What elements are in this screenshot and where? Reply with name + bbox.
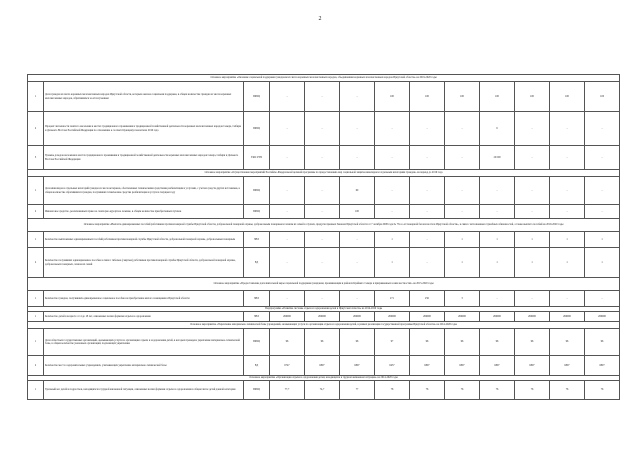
row-number: 1 bbox=[28, 312, 44, 322]
indicator-row bbox=[28, 146, 620, 170]
indicator-value: 250 bbox=[410, 291, 445, 307]
indicator-value: - bbox=[305, 291, 340, 307]
indicator-description: Уровень доходов населения в местах традиционного проживания и традиционной хозяйственной деятельности коренных малочисленных народов Севера, Сибири и Дальнего Востока Российской Федерации bbox=[44, 146, 244, 170]
row-number: 2 bbox=[28, 356, 44, 376]
row-number: 2 bbox=[28, 112, 44, 146]
indicator-description: Удельный вес детей и подростков, находящихся в трудной жизненной ситуации, охваченных всеми формами отдыха и оздоровления в общем числе детей данной категории bbox=[44, 381, 244, 400]
unit-of-measure: ЧЕЛ bbox=[244, 312, 270, 322]
indicator-row bbox=[28, 329, 620, 356]
indicator-value: - bbox=[270, 248, 305, 278]
section-title: Основное мероприятие «Осуществление мероприятий Российско-Федеральной целевой программы по предоставлению мер социальной защиты инвалидам и отдельным категориям граждан» на период до 2019 года bbox=[28, 170, 620, 177]
indicators-table bbox=[27, 74, 620, 400]
indicator-value: - bbox=[270, 177, 305, 205]
indicator-row bbox=[28, 291, 620, 307]
indicator-value: - bbox=[480, 291, 515, 307]
indicator-value: 271 bbox=[375, 291, 410, 307]
indicator-description: Доля граждан из числа коренных малочисленных народов Иркутской области, которым оказана социальная поддержка, в общем количестве граждан из числа коренных малочисленных народов, обратившихся за её получением bbox=[44, 82, 244, 112]
indicator-value: 77 bbox=[340, 381, 375, 400]
unit-of-measure: ПРОЦ bbox=[244, 112, 270, 146]
indicator-value: 76 bbox=[480, 381, 515, 400]
indicator-value: - bbox=[585, 291, 620, 307]
indicator-row bbox=[28, 82, 620, 112]
indicator-value: - bbox=[585, 177, 620, 205]
row-number: 1 bbox=[28, 291, 44, 307]
indicator-value: 266000 bbox=[445, 312, 480, 322]
indicator-value: - bbox=[305, 82, 340, 112]
indicator-value: 266000 bbox=[340, 312, 375, 322]
section-header-row bbox=[28, 322, 620, 329]
indicator-row bbox=[28, 177, 620, 205]
indicator-value: 1 bbox=[480, 248, 515, 278]
indicator-value: 266000 bbox=[305, 312, 340, 322]
indicator-value: 100 bbox=[410, 82, 445, 112]
indicator-value: - bbox=[550, 205, 585, 219]
indicator-value: - bbox=[340, 82, 375, 112]
indicator-value: - bbox=[410, 232, 445, 248]
indicator-value: - bbox=[585, 205, 620, 219]
indicator-value: 100 bbox=[550, 82, 585, 112]
indicator-value: 76 bbox=[410, 381, 445, 400]
unit-of-measure: ПРОЦ bbox=[244, 205, 270, 219]
indicator-value: - bbox=[270, 146, 305, 170]
indicator-value: 6807 bbox=[305, 356, 340, 376]
indicator-value: 266000 bbox=[270, 312, 305, 322]
indicator-value: - bbox=[515, 205, 550, 219]
indicator-value: - bbox=[340, 248, 375, 278]
indicator-description: Доля областных государственных организаций, оказывающих услуги по организации отдыха и оздоровления детей, в которых проведено укрепление материально-технической базы, в общем количестве указанных организаций, подлежащих укреплению bbox=[44, 329, 244, 356]
indicator-value: 266000 bbox=[410, 312, 445, 322]
indicator-description: Количество граждан, получивших единовременное социальное пособие на приобретение жилого помещения в Иркутской области bbox=[44, 291, 244, 307]
indicator-value: - bbox=[340, 291, 375, 307]
indicator-value: 96 bbox=[585, 329, 620, 356]
indicator-value: - bbox=[305, 232, 340, 248]
unit-of-measure: ЧЕЛ bbox=[244, 232, 270, 248]
section-header-row bbox=[28, 75, 620, 82]
section-header-row bbox=[28, 170, 620, 177]
indicator-value: 266000 bbox=[375, 312, 410, 322]
indicator-value: - bbox=[340, 112, 375, 146]
indicator-value: 1 bbox=[550, 248, 585, 278]
indicator-value: - bbox=[410, 177, 445, 205]
section-header-row bbox=[28, 278, 620, 291]
indicator-description: Доля инвалидов и отдельных категорий граждан из числа ветеранов, обеспеченных техническими средствами реабилитации и услугами, с учетом средств других источников, в общем количестве обратившихся граждан, получивших технические средства реабилитации и услуги в текущем году bbox=[44, 177, 244, 205]
indicator-value: - bbox=[340, 232, 375, 248]
indicator-row bbox=[28, 112, 620, 146]
indicator-value: 100 bbox=[515, 82, 550, 112]
indicator-value: - bbox=[550, 291, 585, 307]
unit-of-measure: ЧЕЛ bbox=[244, 291, 270, 307]
indicator-value: 1 bbox=[480, 232, 515, 248]
unit-of-measure: ЕД bbox=[244, 248, 270, 278]
indicator-value: 6807 bbox=[585, 356, 620, 376]
indicator-value: - bbox=[585, 146, 620, 170]
indicator-value: - bbox=[550, 112, 585, 146]
indicator-value: 1 bbox=[375, 248, 410, 278]
indicator-value: - bbox=[480, 205, 515, 219]
section-title: Основное мероприятие «Укрепление материально-технической базы учреждений, оказывающих услуги по организации отдыха и оздоровления детей, в рамках реализации государственной программы Иркутской области» на 2014-2020 годы bbox=[28, 322, 620, 329]
section-title: Подпрограмма «Развитие системы отдыха и оздоровления детей в Иркутской области» на 2014-2020 годы bbox=[28, 307, 620, 312]
unit-of-measure: ЕД bbox=[244, 356, 270, 376]
indicator-value: 97 bbox=[375, 329, 410, 356]
indicator-value: 96 bbox=[515, 329, 550, 356]
indicator-value: - bbox=[305, 146, 340, 170]
indicator-value: 100 bbox=[585, 82, 620, 112]
indicator-value: 100 bbox=[340, 205, 375, 219]
indicator-value: 6 bbox=[480, 112, 515, 146]
row-number: 1 bbox=[28, 232, 44, 248]
indicator-value: 6807 bbox=[515, 356, 550, 376]
indicator-value: 96 bbox=[340, 329, 375, 356]
indicator-value: 1 bbox=[515, 248, 550, 278]
indicator-value: 60 bbox=[340, 177, 375, 205]
indicator-value: 78 bbox=[375, 381, 410, 400]
indicator-value: - bbox=[515, 291, 550, 307]
row-number: 1 bbox=[28, 177, 44, 205]
indicator-value: 1 bbox=[585, 248, 620, 278]
indicator-value: 3 bbox=[445, 291, 480, 307]
indicator-value: - bbox=[445, 205, 480, 219]
indicator-value: - bbox=[305, 177, 340, 205]
section-title: Основное мероприятие «Организация отдыха и оздоровления детей, находящихся в трудной жизненной ситуации» на 2014-2020 годы bbox=[28, 376, 620, 381]
indicator-value: 1 bbox=[375, 232, 410, 248]
indicator-value: 76 bbox=[515, 381, 550, 400]
indicator-value: - bbox=[270, 232, 305, 248]
indicator-value: - bbox=[410, 205, 445, 219]
section-title: Основное мероприятие «Оказание социальной поддержки гражданам из числа коренных малочисленных народов, объединениям коренных малочисленных народов Иркутской области» на 2019-2020 годы bbox=[28, 75, 620, 82]
indicator-value: - bbox=[445, 112, 480, 146]
indicator-value: 96 bbox=[305, 329, 340, 356]
page-number: 2 bbox=[318, 16, 322, 22]
indicator-value: - bbox=[375, 177, 410, 205]
indicator-value: - bbox=[410, 248, 445, 278]
row-number: 1 bbox=[28, 82, 44, 112]
indicator-row bbox=[28, 381, 620, 400]
indicator-row bbox=[28, 248, 620, 278]
indicator-value: 96 bbox=[480, 329, 515, 356]
indicator-value: 76 bbox=[585, 381, 620, 400]
indicator-value: - bbox=[270, 112, 305, 146]
indicator-description: Количество детей в возрасте от 4 до 18 лет, охваченных всеми формами отдыха и оздоровления bbox=[44, 312, 244, 322]
indicator-value: 266000 bbox=[585, 312, 620, 322]
indicator-value: 6807 bbox=[550, 356, 585, 376]
indicator-value: 10 000 bbox=[480, 146, 515, 170]
indicator-value: - bbox=[515, 177, 550, 205]
indicator-description: Количество выплаченных единовременных пособий работникам противопожарной службы Иркутской области, добровольной пожарной охраны, добровольным пожарным bbox=[44, 232, 244, 248]
indicator-value: - bbox=[410, 112, 445, 146]
indicator-value: - bbox=[550, 146, 585, 170]
indicator-value: 1 bbox=[550, 232, 585, 248]
indicator-value: 96 bbox=[550, 329, 585, 356]
indicator-value: 6807 bbox=[480, 356, 515, 376]
indicator-value: 6457 bbox=[375, 356, 410, 376]
indicator-value: - bbox=[515, 112, 550, 146]
unit-of-measure: ТЫС РУБ bbox=[244, 146, 270, 170]
indicator-value: - bbox=[270, 82, 305, 112]
indicator-value: 77,7 bbox=[270, 381, 305, 400]
indicator-value: 100 bbox=[445, 82, 480, 112]
indicator-value: - bbox=[375, 112, 410, 146]
section-title: Основное мероприятие «Предоставление дополнительной меры социальной поддержки гражданам, проживающим в районах Крайнего Севера и приравненных к ним местностях» на 2015-2020 годы bbox=[28, 278, 620, 291]
section-header-row bbox=[28, 219, 620, 232]
indicator-value: 74,7 bbox=[305, 381, 340, 400]
indicator-row bbox=[28, 232, 620, 248]
indicator-value: 96 bbox=[445, 329, 480, 356]
indicator-value: - bbox=[305, 112, 340, 146]
indicator-value: 1 bbox=[445, 248, 480, 278]
indicator-value: 266000 bbox=[515, 312, 550, 322]
indicator-row bbox=[28, 205, 620, 219]
indicator-value: - bbox=[375, 146, 410, 170]
indicator-value: - bbox=[550, 177, 585, 205]
indicator-value: 6807 bbox=[410, 356, 445, 376]
indicator-value: 1 bbox=[585, 232, 620, 248]
unit-of-measure: ПРОЦ bbox=[244, 82, 270, 112]
unit-of-measure: ПРОЦ bbox=[244, 381, 270, 400]
row-number: 1 bbox=[28, 329, 44, 356]
indicator-value: 96 bbox=[410, 329, 445, 356]
indicator-value: - bbox=[445, 146, 480, 170]
indicator-value: - bbox=[305, 248, 340, 278]
indicator-value: 6807 bbox=[340, 356, 375, 376]
row-number: 2 bbox=[28, 248, 44, 278]
indicator-value: 76 bbox=[550, 381, 585, 400]
indicator-value: 6747 bbox=[270, 356, 305, 376]
indicator-value: - bbox=[480, 177, 515, 205]
indicator-value: - bbox=[585, 112, 620, 146]
indicator-value: 100 bbox=[480, 82, 515, 112]
indicator-row bbox=[28, 356, 620, 376]
indicator-description: Процент численности занятого населения в местах традиционного проживания и традиционной хозяйственной деятельности коренных малочисленных народов Севера, Сибири и Дальнего Востока Российской Федерации по отношению к соответствующему показателю 2016 года bbox=[44, 112, 244, 146]
indicator-value: - bbox=[270, 291, 305, 307]
section-title: Основное мероприятие «Выплата единовременных пособий работникам противопожарной службы Иркутской области, добровольной пожарной охраны, добровольным пожарным и членам их семей в случаях, предусмотренных Законом Иркутской области от 7 октября 2008 года № 78-оз «О пожарной безопасности в Иркутской области», в связи с исполнением служебных обязанностей, а также выплата пособий на 2019-2020 годы bbox=[28, 219, 620, 232]
indicator-value: - bbox=[410, 146, 445, 170]
unit-of-measure: ПРОЦ bbox=[244, 177, 270, 205]
indicator-value: - bbox=[305, 205, 340, 219]
row-number: 1 bbox=[28, 381, 44, 400]
indicator-value: - bbox=[270, 205, 305, 219]
indicator-value: - bbox=[515, 146, 550, 170]
row-number: 2 bbox=[28, 205, 44, 219]
indicator-value: 266000 bbox=[550, 312, 585, 322]
indicator-value: 96 bbox=[270, 329, 305, 356]
indicator-value: 76 bbox=[445, 381, 480, 400]
indicator-value: 6807 bbox=[445, 356, 480, 376]
indicator-value: - bbox=[340, 146, 375, 170]
indicator-value: 100 bbox=[375, 82, 410, 112]
indicator-value: 1 bbox=[445, 232, 480, 248]
indicator-value: - bbox=[445, 177, 480, 205]
indicator-description: Количество получивших единовременное пособие в связи с гибелью (смертью) работников противопожарной службы Иркутской области, добровольной пожарной охраны, добровольных пожарных, членов их семей bbox=[44, 248, 244, 278]
indicator-value: 1 bbox=[515, 232, 550, 248]
indicator-description: Финансовое средство, реализованных право на санаторно-курортное лечение, в общем количестве приобретенных путевок bbox=[44, 205, 244, 219]
indicator-row bbox=[28, 312, 620, 322]
unit-of-measure: ПРОЦ bbox=[244, 329, 270, 356]
row-number: 3 bbox=[28, 146, 44, 170]
indicator-value: 266000 bbox=[480, 312, 515, 322]
indicator-description: Количество мест в оздоровительных учреждениях, учитывающих укрепление материально-технической базы bbox=[44, 356, 244, 376]
indicator-value: - bbox=[375, 205, 410, 219]
